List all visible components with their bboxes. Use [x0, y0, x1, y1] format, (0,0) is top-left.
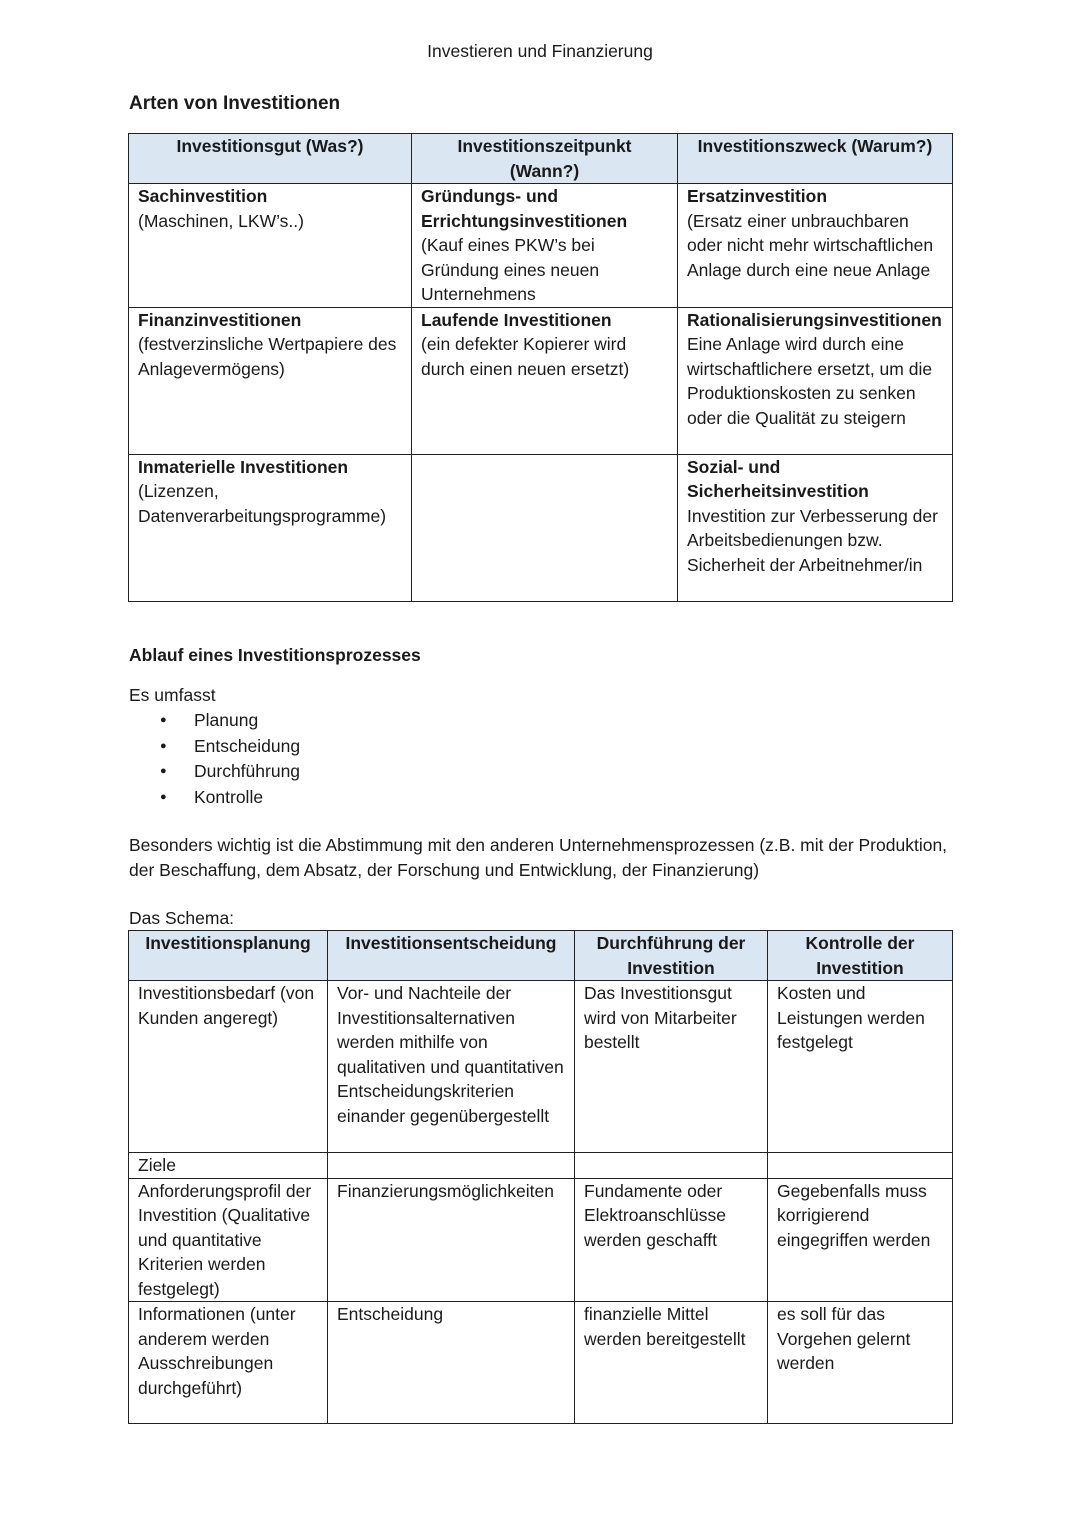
section-title-investment-types: Arten von Investitionen [129, 93, 341, 114]
table-cell [678, 454, 953, 601]
cell-title: Rationalisierungsinvestitionen [687, 309, 942, 330]
table-header-row [129, 931, 953, 981]
table-cell [412, 184, 678, 308]
table-cell: Finanzierungsmöglichkeiten [328, 1178, 575, 1302]
cell-text: (Ersatz einer unbrauchbaren oder nicht mehr wirtschaftlichen Anlage durch eine neue Anlage [687, 210, 934, 280]
table-row [129, 454, 953, 601]
table-row [129, 981, 953, 1153]
table-cell [768, 1153, 953, 1179]
table-cell: finanzielle Mittel werden bereitgestellt [575, 1302, 768, 1424]
table-cell: Kosten und Leistungen werden festgelegt [768, 981, 953, 1153]
table-cell: Das Investitionsgut wird von Mitarbeiter bestellt [575, 981, 768, 1153]
cell-title: Ersatzinvestition [687, 186, 828, 206]
table-cell [412, 454, 678, 601]
table-cell: Fundamente oder Elektroanschlüsse werden geschafft [575, 1178, 768, 1302]
table-cell [328, 1153, 575, 1179]
table-header-row [129, 134, 953, 184]
column-header: Durchführung der Investition [575, 931, 768, 981]
table-row [129, 1178, 953, 1302]
section-title-investment-process: Ablauf eines Investitionsprozesses [129, 645, 421, 665]
cell-title: Sozial- und Sicherheitsinvestition [687, 456, 869, 501]
list-item: ● Entscheidung [160, 734, 300, 760]
table-cell: Vor- und Nachteile der Investitionsalternativen werden mithilfe von qualitativen und quantitativen Entscheidungskriterien einander gegenübergestellt [328, 981, 575, 1153]
cell-title: Inmaterielle Investitionen [138, 456, 349, 477]
cell-text: (Maschinen, LKW’s..) [138, 210, 304, 231]
table-cell [678, 184, 953, 308]
column-header: Investitionszweck (Warum?) [678, 134, 953, 184]
cell-text: Eine Anlage wird durch eine wirtschaftlichere ersetzt, um die Produktionskosten zu senken oder die Qualität zu steigern [687, 334, 933, 428]
investment-schema-table [128, 930, 953, 1424]
table-cell [129, 184, 412, 308]
column-header: Investitionsgut (Was?) [129, 134, 412, 184]
cell-title: Laufende Investitionen [421, 309, 612, 330]
column-header: Kontrolle der Investition [768, 931, 953, 981]
list-item: ● Planung [160, 708, 300, 734]
column-header: Investitionsentscheidung [328, 931, 575, 981]
table-row [129, 1302, 953, 1424]
cell-text: (Kauf eines PKW’s bei Gründung eines neuen Unternehmens [421, 235, 600, 304]
cell-text: (Lizenzen, Datenverarbeitungsprogramme) [138, 481, 387, 526]
table-cell: Entscheidung [328, 1302, 575, 1424]
intro-text: Es umfasst [129, 685, 216, 705]
table-cell [412, 307, 678, 454]
column-header: Investitionsplanung [129, 931, 328, 981]
table-row [129, 307, 953, 454]
cell-title: Gründungs- und Errichtungsinvestitionen [421, 186, 628, 231]
cell-title: Sachinvestition [138, 186, 268, 206]
cell-text: Investition zur Verbesserung der Arbeitsbedienungen bzw. Sicherheit der Arbeitnehmer/in [687, 505, 938, 575]
cell-text: (festverzinsliche Wertpapiere des Anlagevermögens) [138, 334, 397, 379]
process-steps-list [160, 708, 300, 810]
schema-label: Das Schema: [129, 908, 235, 928]
table-cell: Investitionsbedarf (von Kunden angeregt) [129, 981, 328, 1153]
document-header: Investieren und Finanzierung [427, 41, 653, 61]
column-header: Investitionszeitpunkt (Wann?) [412, 134, 678, 184]
table-row [129, 184, 953, 308]
table-cell: Ziele [129, 1153, 328, 1179]
table-cell [129, 454, 412, 601]
investment-types-table [128, 133, 953, 602]
table-cell [129, 307, 412, 454]
table-cell: Informationen (unter anderem werden Ausschreibungen durchgeführt) [129, 1302, 328, 1424]
table-cell: Gegebenfalls muss korrigierend eingegriffen werden [768, 1178, 953, 1302]
list-item: ● Kontrolle [160, 785, 300, 811]
table-cell: es soll für das Vorgehen gelernt werden [768, 1302, 953, 1424]
cell-title: Finanzinvestitionen [138, 309, 302, 330]
list-item: ● Durchführung [160, 759, 300, 785]
table-cell [678, 307, 953, 454]
table-row [129, 1153, 953, 1179]
table-cell [575, 1153, 768, 1179]
cell-text: (ein defekter Kopierer wird durch einen neuen ersetzt) [421, 334, 630, 379]
coordination-note: Besonders wichtig ist die Abstimmung mit den anderen Unternehmensprozessen (z.B. mit der Produktion, der Beschaffung, dem Absatz, der Forschung und Entwicklung, der Finanzierung) [129, 835, 948, 880]
table-cell: Anforderungsprofil der Investition (Qualitative und quantitative Kriterien werden festgelegt) [129, 1178, 328, 1302]
